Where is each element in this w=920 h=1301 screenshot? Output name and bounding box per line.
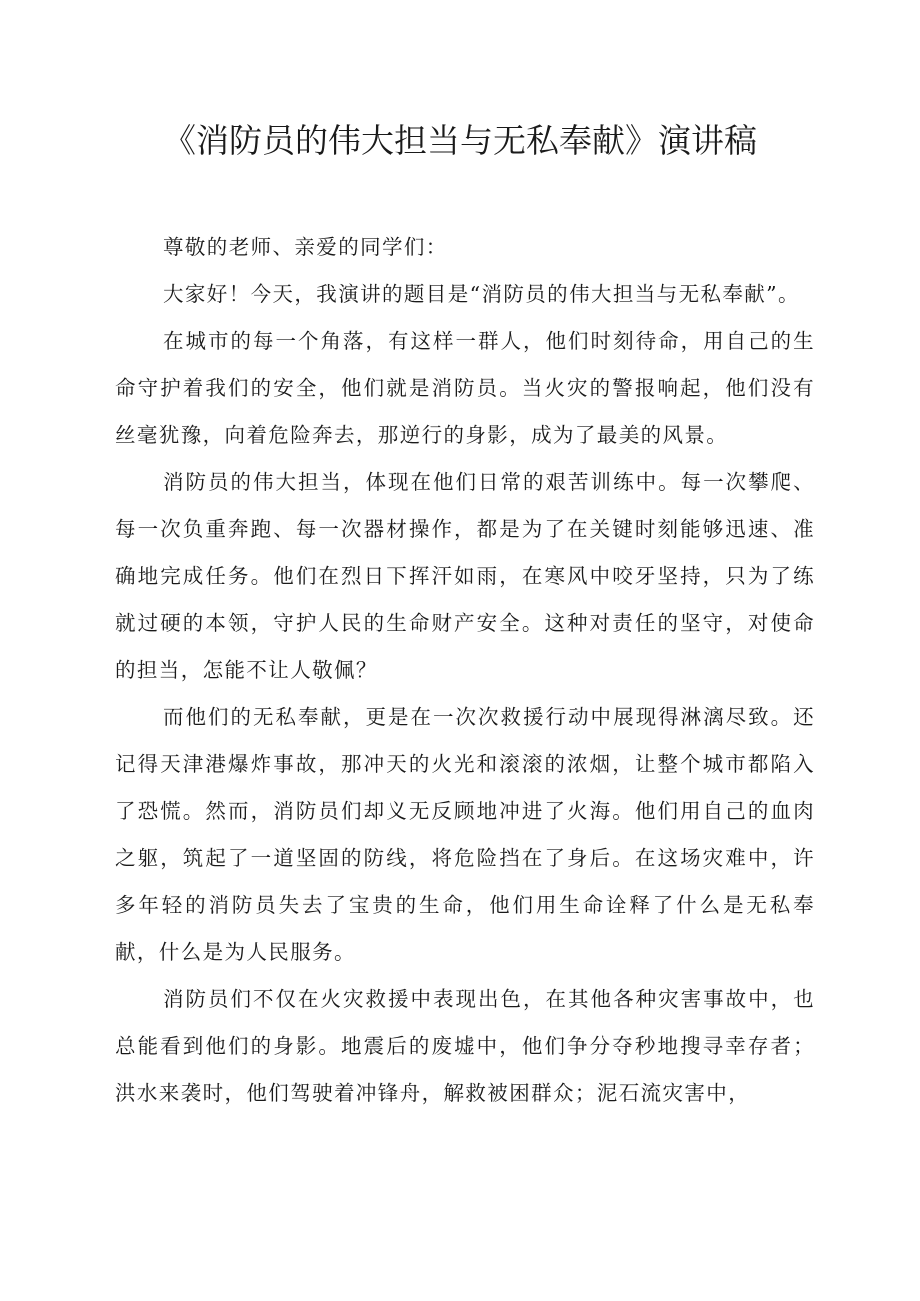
greeting-line: 尊敬的老师、亲爱的同学们： <box>163 235 448 259</box>
paragraph-training: 消防员的伟大担当，体现在他们日常的艰苦训练中。每一次攀爬、每一次负重奔跑、每一次器材操作，都是为了在关键时刻能够迅速、准确地完成任务。他们在烈日下挥汗如雨，在寒风中咬牙坚持，只为了练就过硬的本领，守护人民的生命财产安全。这种对责任的坚守，对使命的担当，怎能不让人敬佩？ <box>115 470 815 682</box>
paragraph-sacrifice: 而他们的无私奉献，更是在一次次救援行动中展现得淋漓尽致。还记得天津港爆炸事故，那冲天的火光和滚滚的浓烟，让整个城市都陷入了恐慌。然而，消防员们却义无反顾地冲进了火海。他们用自己的血肉之躯，筑起了一道坚固的防线，将危险挡在了身后。在这场灾难中，许多年轻的消防员失去了宝贵的生命，他们用生命诠释了什么是无私奉献，什么是为人民服务。 <box>115 705 815 964</box>
document-title: 《消防员的伟大担当与无私奉献》演讲稿 <box>163 121 757 160</box>
document-body <box>115 224 815 1117</box>
paragraph-city-guardians: 在城市的每一个角落，有这样一群人，他们时刻待命，用自己的生命守护着我们的安全，他们就是消防员。当火灾的警报响起，他们没有丝毫犹豫，向着危险奔去，那逆行的身影，成为了最美的风景。 <box>115 329 815 447</box>
paragraph-opening: 大家好！今天，我演讲的题目是“消防员的伟大担当与无私奉献”。 <box>163 282 800 306</box>
paragraph-other-disasters: 消防员们不仅在火灾救援中表现出色，在其他各种灾害事故中，也总能看到他们的身影。地震后的废墟中，他们争分夺秒地搜寻幸存者；洪水来袭时，他们驾驶着冲锋舟，解救被困群众；泥石流灾害中， <box>115 987 815 1105</box>
